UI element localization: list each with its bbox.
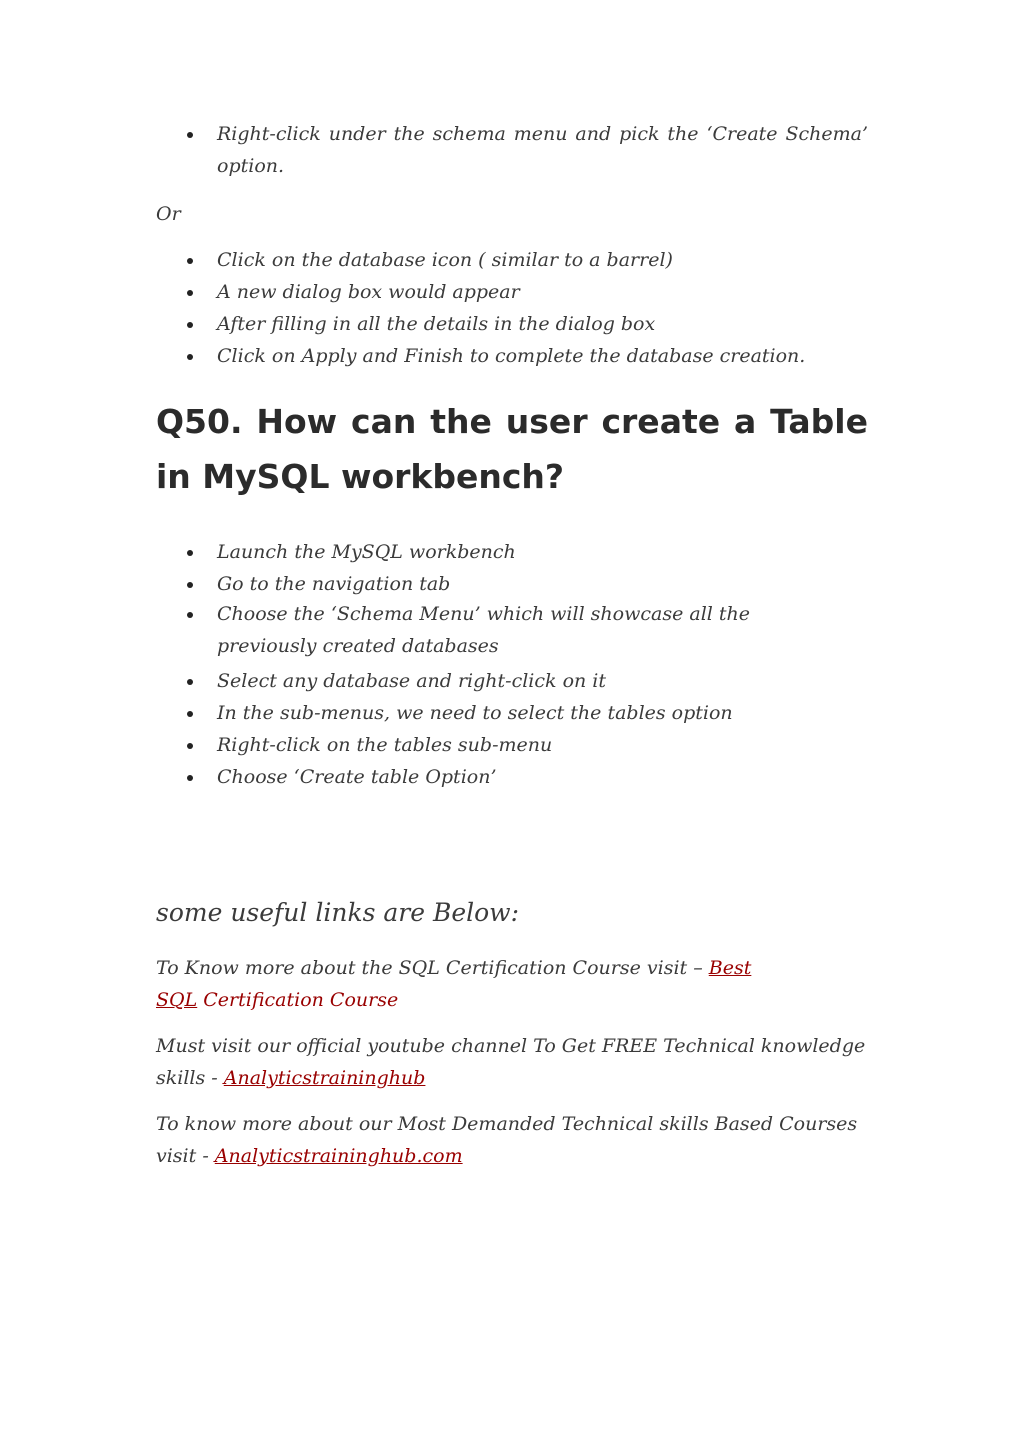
list-item: Select any database and right-click on it [217, 665, 868, 697]
list-item: Right-click on the tables sub-menu [217, 729, 868, 761]
or-text: Or [156, 203, 181, 225]
useful-links-title: some useful links are Below: [156, 898, 520, 927]
create-table-steps-list [156, 536, 868, 793]
list-item: After filling in all the details in the dialog box [217, 308, 868, 340]
best-sql-link[interactable]: Best SQL [156, 957, 752, 1011]
website-link[interactable]: Analyticstraininghub.com [214, 1145, 463, 1167]
certification-course-link[interactable]: Certification Course [203, 989, 399, 1011]
list-item: A new dialog box would appear [217, 276, 868, 308]
sql-course-paragraph [156, 952, 868, 1016]
list-item: Choose the ‘Schema Menu’ which will showcase all the previously created databases [217, 598, 868, 662]
list-item: Go to the navigation tab [217, 568, 868, 600]
list-item: Launch the MySQL workbench [217, 536, 868, 568]
list-item: Right-click under the schema menu and pick the ‘Create Schema’ option. [217, 118, 868, 182]
courses-text: To know more about our Most Demanded Technical skills Based Courses visit - [156, 1113, 858, 1167]
courses-paragraph [156, 1108, 868, 1172]
database-icon-steps-list [156, 244, 868, 372]
youtube-channel-link[interactable]: Analyticstraininghub [223, 1067, 426, 1089]
sql-course-text: To Know more about the SQL Certification Course visit – [156, 957, 709, 979]
document-page [156, 118, 868, 1186]
youtube-text: Must visit our official youtube channel To Get FREE Technical knowledge skills - [156, 1035, 866, 1089]
question-heading: Q50. How can the user create a Table in MySQL workbench? [156, 402, 868, 496]
list-item: In the sub-menus, we need to select the tables option [217, 697, 868, 729]
list-item: Choose ‘Create table Option’ [217, 761, 868, 793]
schema-steps-list [156, 118, 868, 182]
list-item: Click on Apply and Finish to complete the database creation. [217, 340, 868, 372]
list-item: Click on the database icon ( similar to a barrel) [217, 244, 868, 276]
spacer [156, 793, 868, 896]
youtube-paragraph [156, 1030, 868, 1094]
